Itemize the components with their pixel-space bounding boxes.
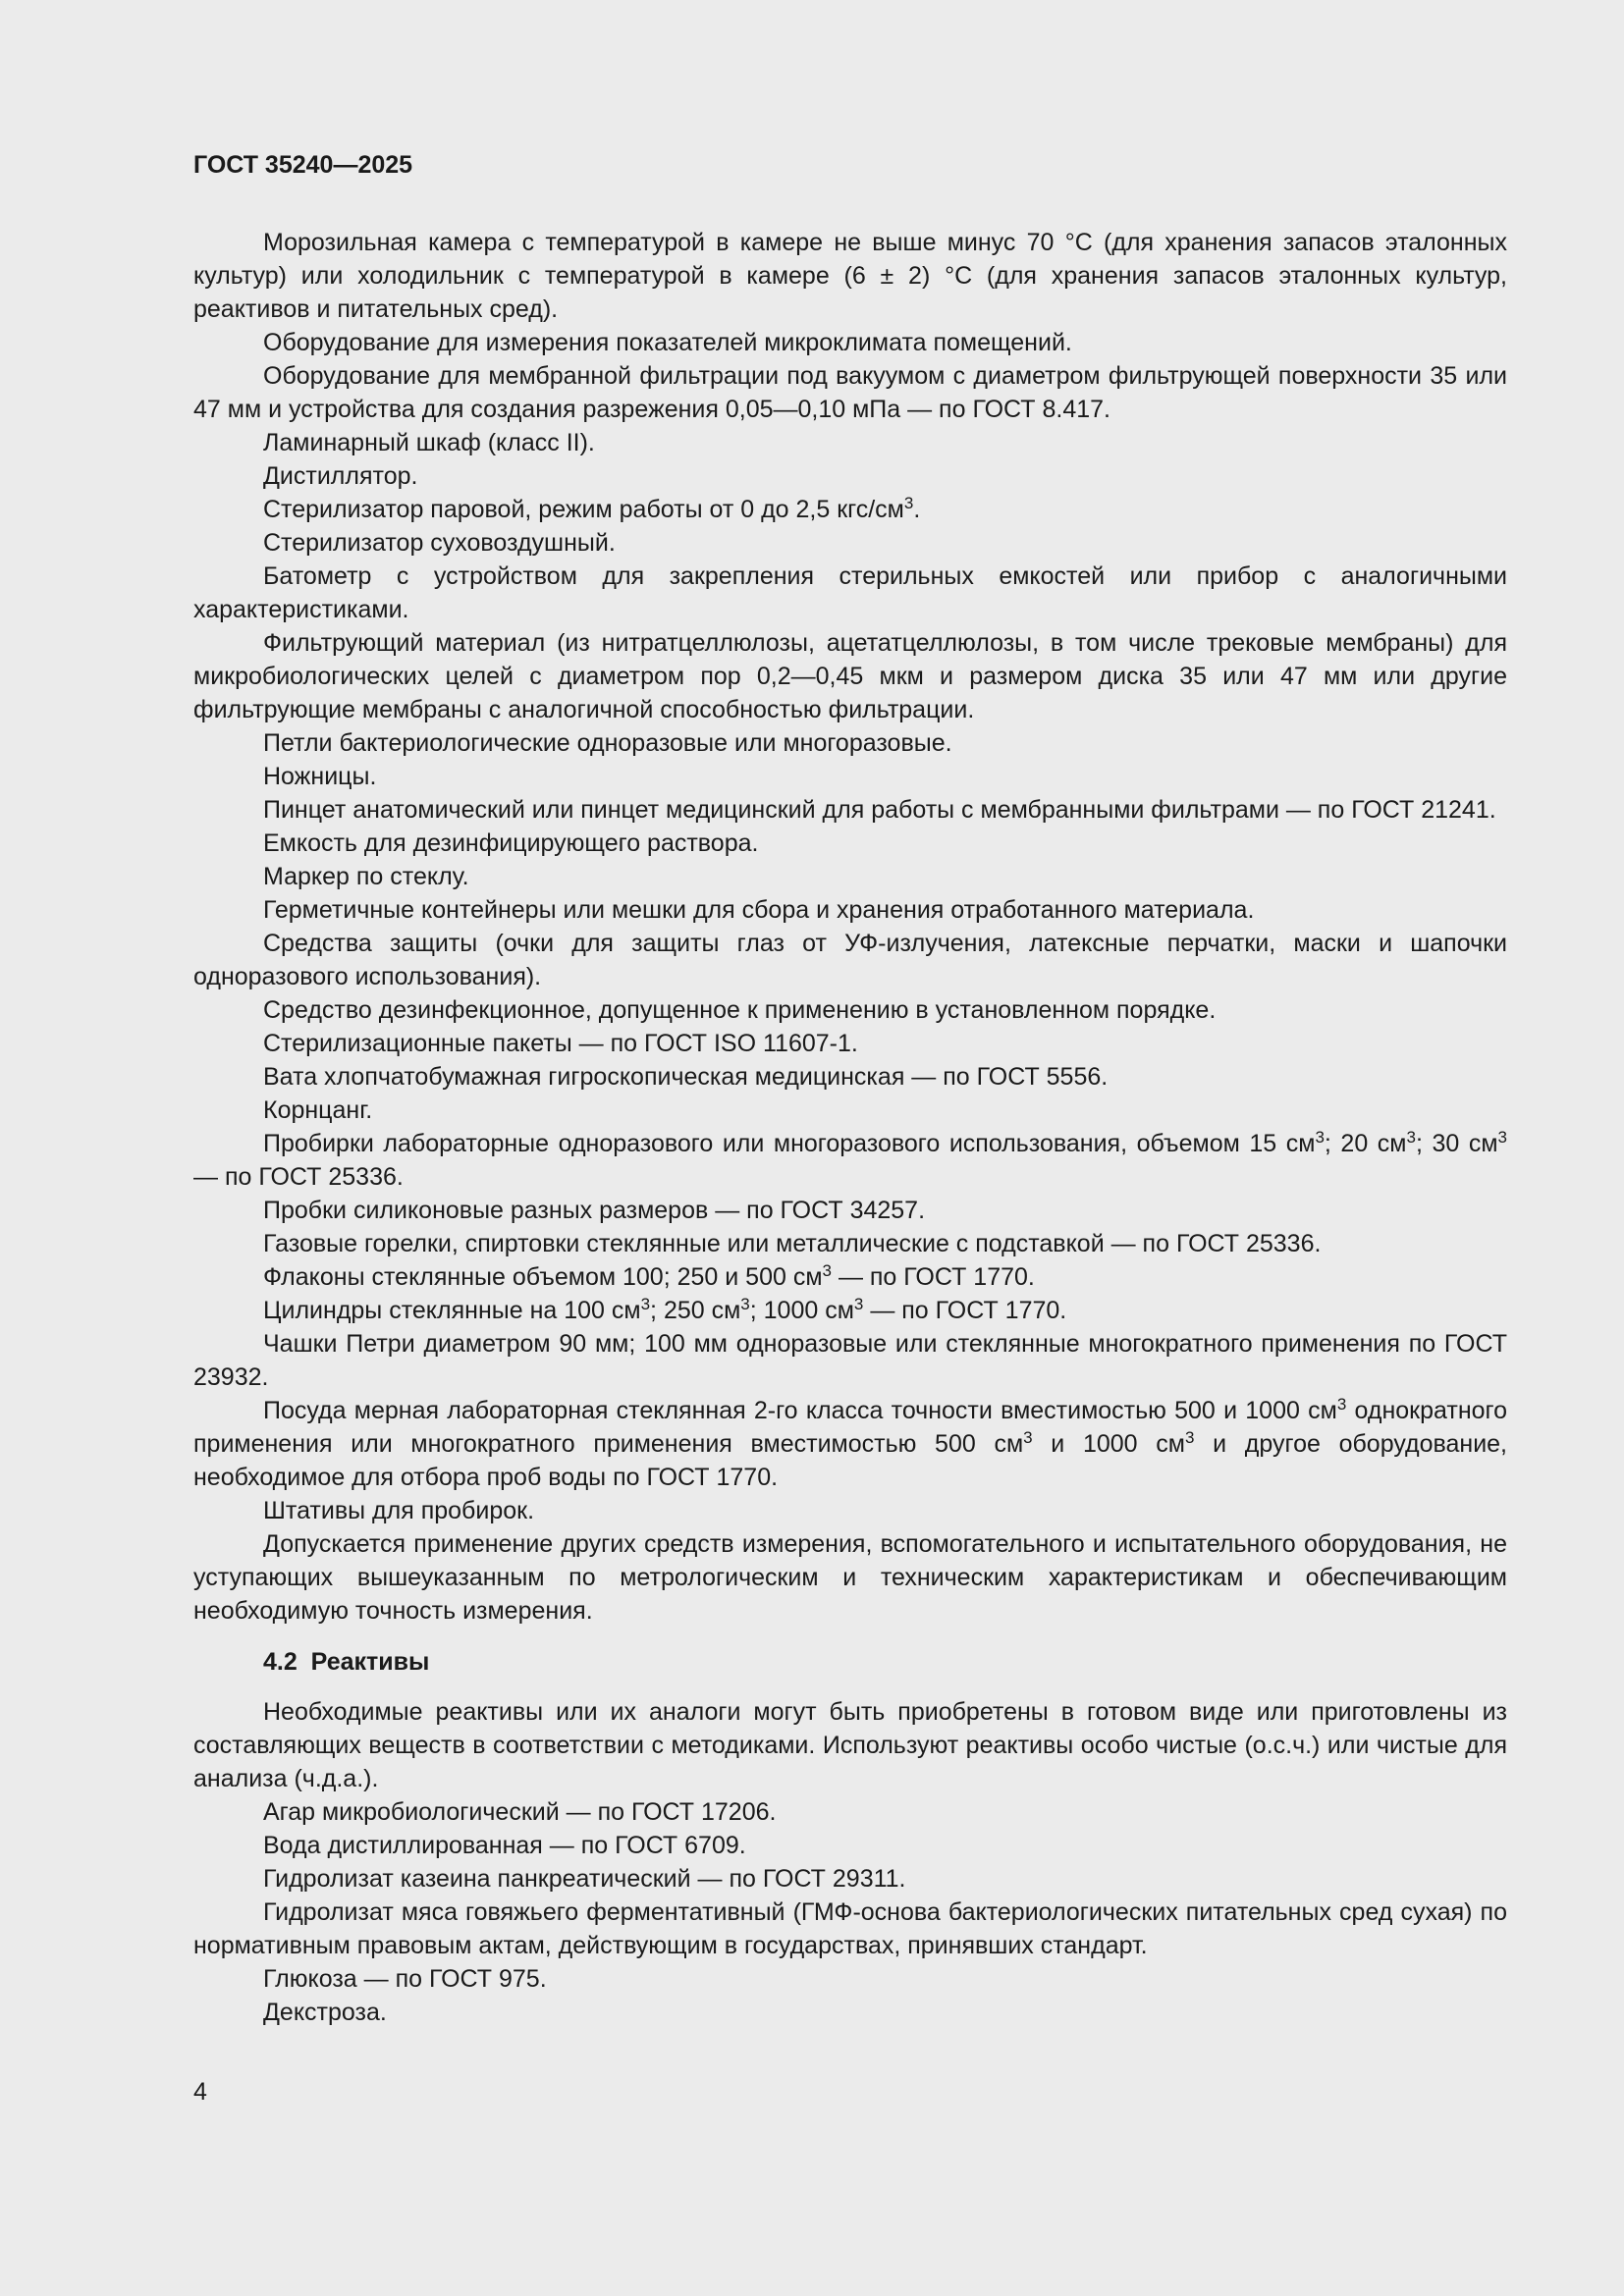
paragraph: Вата хлопчатобумажная гигроскопическая медицинская — по ГОСТ 5556.: [263, 1063, 1109, 1091]
paragraph: Герметичные контейнеры или мешки для сбора и хранения отработанного материала.: [263, 896, 1255, 924]
section-title: Реактивы: [310, 1648, 430, 1676]
reagents-list: [193, 1695, 1507, 2029]
paragraph: Вода дистиллированная — по ГОСТ 6709.: [263, 1832, 746, 1859]
paragraph: Корнцанг.: [263, 1096, 373, 1124]
paragraph: Средства защиты (очки для защиты глаз от УФ-излучения, латексные перчатки, маски и шапочки одноразового использования).: [193, 930, 1507, 990]
paragraph: Чашки Петри диаметром 90 мм; 100 мм одноразовые или стеклянные многократного применения по ГОСТ 23932.: [193, 1330, 1507, 1391]
document-header: ГОСТ 35240—2025: [193, 151, 413, 179]
page-number: 4: [193, 2078, 207, 2106]
paragraph: Петли бактериологические одноразовые или многоразовые.: [263, 729, 952, 757]
paragraph: Маркер по стеклу.: [263, 863, 469, 890]
paragraph: Газовые горелки, спиртовки стеклянные или металлические с подставкой — по ГОСТ 25336.: [263, 1230, 1322, 1257]
document-page: [193, 147, 1507, 2029]
paragraph: Стерилизатор паровой, режим работы от 0 до 2,5 кгс/$см^3$.: [263, 494, 921, 523]
paragraph: Оборудование для мембранной фильтрации под вакуумом с диаметром фильтрующей поверхности 35 или 47 мм и устройства для создания разрежения 0,05—0,10 мПа — по ГОСТ 8.417.: [193, 362, 1507, 423]
paragraph: Оборудование для измерения показателей микроклимата помещений.: [263, 329, 1072, 356]
paragraph: Пробки силиконовые разных размеров — по ГОСТ 34257.: [263, 1197, 926, 1224]
paragraph: Агар микробиологический — по ГОСТ 17206.: [263, 1798, 777, 1826]
superscript: 3: [853, 1295, 864, 1313]
paragraph: Пинцет анатомический или пинцет медицинский для работы с мембранными фильтрами — по ГОСТ 21241.: [263, 796, 1496, 824]
superscript: 3: [1315, 1128, 1325, 1147]
superscript: 3: [1023, 1428, 1033, 1447]
paragraph: Средство дезинфекционное, допущенное к применению в установленном порядке.: [263, 996, 1217, 1024]
paragraph: Посуда мерная лабораторная стеклянная 2-го класса точности вместимостью 500 и 1000 $см^3$ однократного применения или многократного применения вместимостью 500 $см^3$ и 1000 $см^3$ и другое оборудование, необходимое для отбора проб воды по ГОСТ 1770.: [193, 1395, 1508, 1491]
paragraph: Флаконы стеклянные объемом 100; 250 и 500 $см^3$ — по ГОСТ 1770.: [263, 1261, 1035, 1291]
paragraph: Гидролизат мяса говяжьего ферментативный (ГМФ-основа бактериологических питательных сред сухая) по нормативным правовым актам, действующим в государствах, принявших стандарт.: [193, 1898, 1507, 1959]
paragraph: Морозильная камера с температурой в камере не выше минус 70 °С (для хранения запасов эталонных культур) или холодильник с температурой в камере (6 ± 2) °С (для хранения запасов эталонных культур, реактивов и питательных сред).: [193, 229, 1507, 323]
paragraph: Стерилизационные пакеты — по ГОСТ ISO 11607-1.: [263, 1030, 858, 1057]
paragraph: Необходимые реактивы или их аналоги могут быть приобретены в готовом виде или приготовлены из составляющих веществ в соответствии с методиками. Используют реактивы особо чистые (о.с.ч.) или чистые для анализа (ч.д.а.).: [193, 1698, 1507, 1792]
paragraph: Допускается применение других средств измерения, вспомогательного и испытательного оборудования, не уступающих вышеуказанным по метрологическим и техническим характеристикам и обеспечивающим необходимую точность измерения.: [193, 1530, 1507, 1625]
superscript: 3: [822, 1261, 832, 1280]
paragraph: Штативы для пробирок.: [263, 1497, 535, 1524]
paragraph: Цилиндры стеклянные на 100 $см^3$; 250 $см^3$; 1000 $см^3$ — по ГОСТ 1770.: [263, 1295, 1067, 1324]
paragraph: Декстроза.: [263, 1999, 387, 2026]
paragraph: Глюкоза — по ГОСТ 975.: [263, 1965, 547, 1993]
paragraph: Фильтрующий материал (из нитратцеллюлозы, ацетатцеллюлозы, в том числе трековые мембраны) для микробиологических целей с диаметром пор 0,2—0,45 мкм и размером диска 35 или 47 мм или другие фильтрующие мембраны с аналогичной способностью фильтрации.: [193, 629, 1507, 723]
section-number: 4.2: [263, 1648, 298, 1676]
superscript: 3: [903, 494, 914, 512]
superscript: 3: [740, 1295, 750, 1313]
paragraph: Ножницы.: [263, 763, 377, 790]
paragraph: Батометр с устройством для закрепления стерильных емкостей или прибор с аналогичными характеристиками.: [193, 562, 1507, 623]
superscript: 3: [640, 1295, 651, 1313]
paragraph: Емкость для дезинфицирующего раствора.: [263, 829, 759, 857]
section-heading: [193, 1645, 1507, 1679]
paragraph: Дистиллятор.: [263, 462, 418, 490]
paragraph: Гидролизат казеина панкреатический — по ГОСТ 29311.: [263, 1865, 906, 1893]
superscript: 3: [1406, 1128, 1416, 1147]
paragraph: Стерилизатор суховоздушный.: [263, 529, 616, 557]
superscript: 3: [1497, 1128, 1507, 1147]
equipment-list: [193, 226, 1507, 1628]
paragraph: Ламинарный шкаф (класс II).: [263, 429, 595, 456]
superscript: 3: [1184, 1428, 1195, 1447]
paragraph: Пробирки лабораторные одноразового или многоразового использования, объемом 15 $см^3$; 20 $см^3$; 30 $см^3$ — по ГОСТ 25336.: [193, 1128, 1507, 1191]
superscript: 3: [1336, 1395, 1347, 1414]
